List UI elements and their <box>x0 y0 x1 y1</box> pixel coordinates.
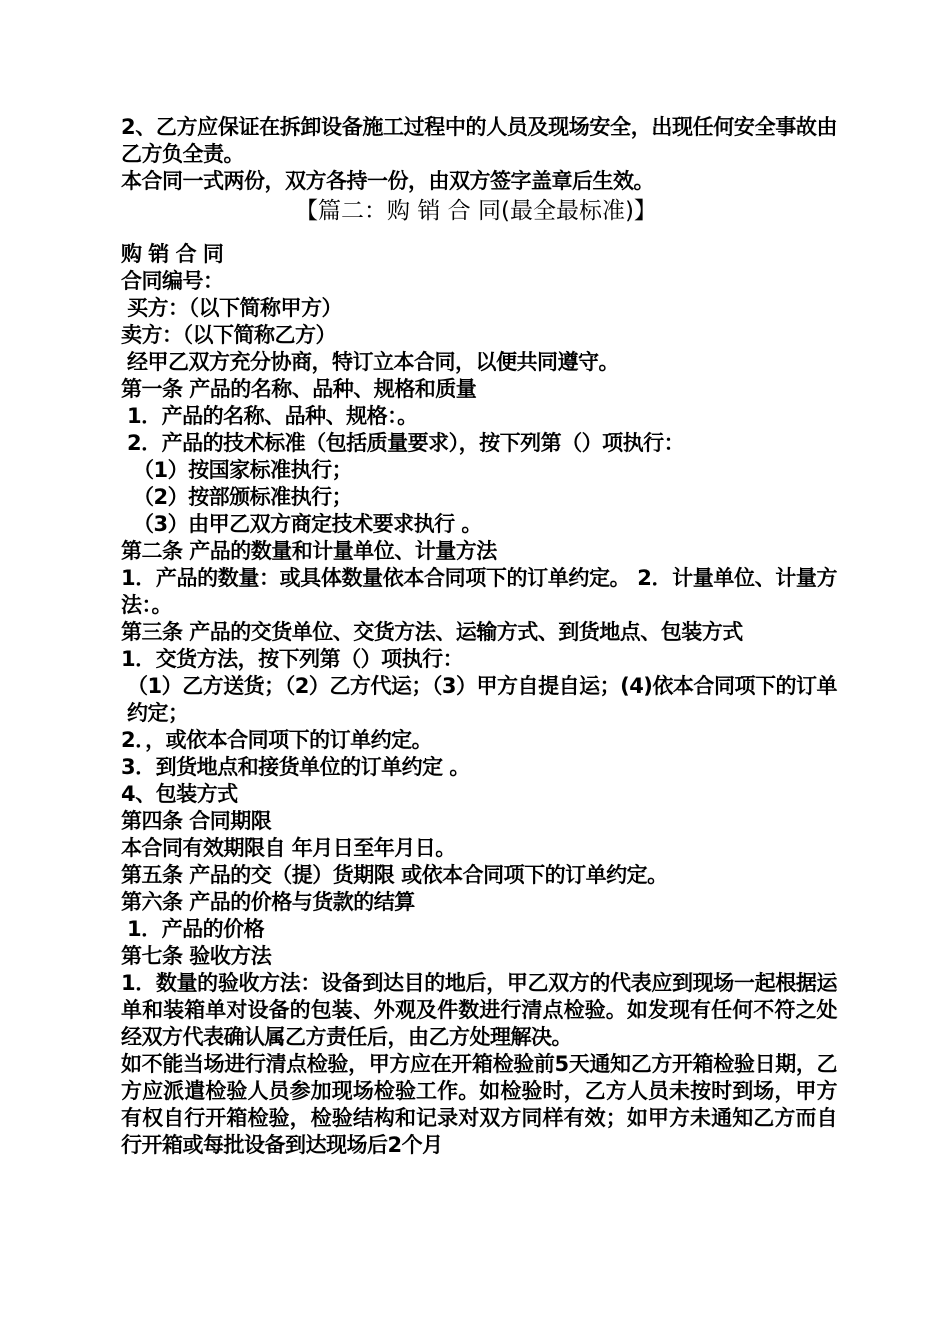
section-title: 【篇二：购 销 合 同(最全最标准)】 <box>295 198 657 224</box>
article-3-item-1: 1．交货方法，按下列第（）项执行： <box>121 647 464 671</box>
article-5: 第五条 产品的交（提）货期限 或依本合同项下的订单约定。 <box>121 863 668 887</box>
article-4-title: 第四条 合同期限 <box>121 809 272 833</box>
article-1-option-1: （1）按国家标准执行； <box>133 458 353 482</box>
article-3-item-3: 3．到货地点和接货单位的订单约定 。 <box>121 755 470 779</box>
article-4-body: 本合同有效期限自 年月日至年月日。 <box>121 836 456 860</box>
clause-safety: 2、乙方应保证在拆卸设备施工过程中的人员及现场安全，出现任何安全事故由乙方负全责。 <box>121 115 837 166</box>
article-2-title: 第二条 产品的数量和计量单位、计量方法 <box>121 539 497 563</box>
preamble: 经甲乙双方充分协商，特订立本合同，以便共同遵守。 <box>127 350 619 374</box>
article-2-items: 1．产品的数量：或具体数量依本合同项下的订单约定。 2．计量单位、计量方法：。 <box>121 566 837 617</box>
article-3-options: （1）乙方送货；（2）乙方代运；（3）甲方自提自运；(4)依本合同项下的订单约定； <box>127 674 837 725</box>
article-1-item-2: 2．产品的技术标准（包括质量要求），按下列第（）项执行： <box>127 431 685 455</box>
article-1-title: 第一条 产品的名称、品种、规格和质量 <box>121 377 477 401</box>
article-3-item-2: 2．，或依本合同项下的订单约定。 <box>121 728 433 752</box>
article-7-item-1-cont: 如不能当场进行清点检验，甲方应在开箱检验前5天通知乙方开箱检验日期，乙方应派遣检验人员参加现场检验工作。如检验时，乙方人员未按时到场，甲方有权自行开箱检验，检验结构和记录对双方同样有效；如甲方未通知乙方而自行开箱或每批设备到达现场后2个月 <box>121 1052 837 1157</box>
clause-copies: 本合同一式两份，双方各持一份，由双方签字盖章后生效。 <box>121 169 654 193</box>
seller-line: 卖方：（以下简称乙方） <box>121 323 336 347</box>
contract-number: 合同编号： <box>121 269 224 293</box>
article-1-option-2: （2）按部颁标准执行； <box>133 485 353 509</box>
article-1-option-3: （3）由甲乙双方商定技术要求执行 。 <box>133 512 482 536</box>
article-3-item-4: 4、包装方式 <box>121 782 238 806</box>
article-7-title: 第七条 验收方法 <box>121 944 272 968</box>
article-6-title: 第六条 产品的价格与货款的结算 <box>121 890 415 914</box>
article-3-title: 第三条 产品的交货单位、交货方法、运输方式、到货地点、包装方式 <box>121 620 743 644</box>
article-6-item-1: 1．产品的价格 <box>127 917 265 941</box>
buyer-line: 买方：（以下简称甲方） <box>127 296 342 320</box>
article-7-item-1: 1．数量的验收方法：设备到达目的地后，甲乙双方的代表应到现场一起根据运单和装箱单对设备的包装、外观及件数进行清点检验。如发现有任何不符之处经双方代表确认属乙方责任后，由乙方处理解决。 <box>121 971 837 1049</box>
article-1-item-1: 1．产品的名称、品种、规格：。 <box>127 404 418 428</box>
document-page <box>115 114 837 1159</box>
contract-title: 购 销 合 同 <box>121 242 224 266</box>
